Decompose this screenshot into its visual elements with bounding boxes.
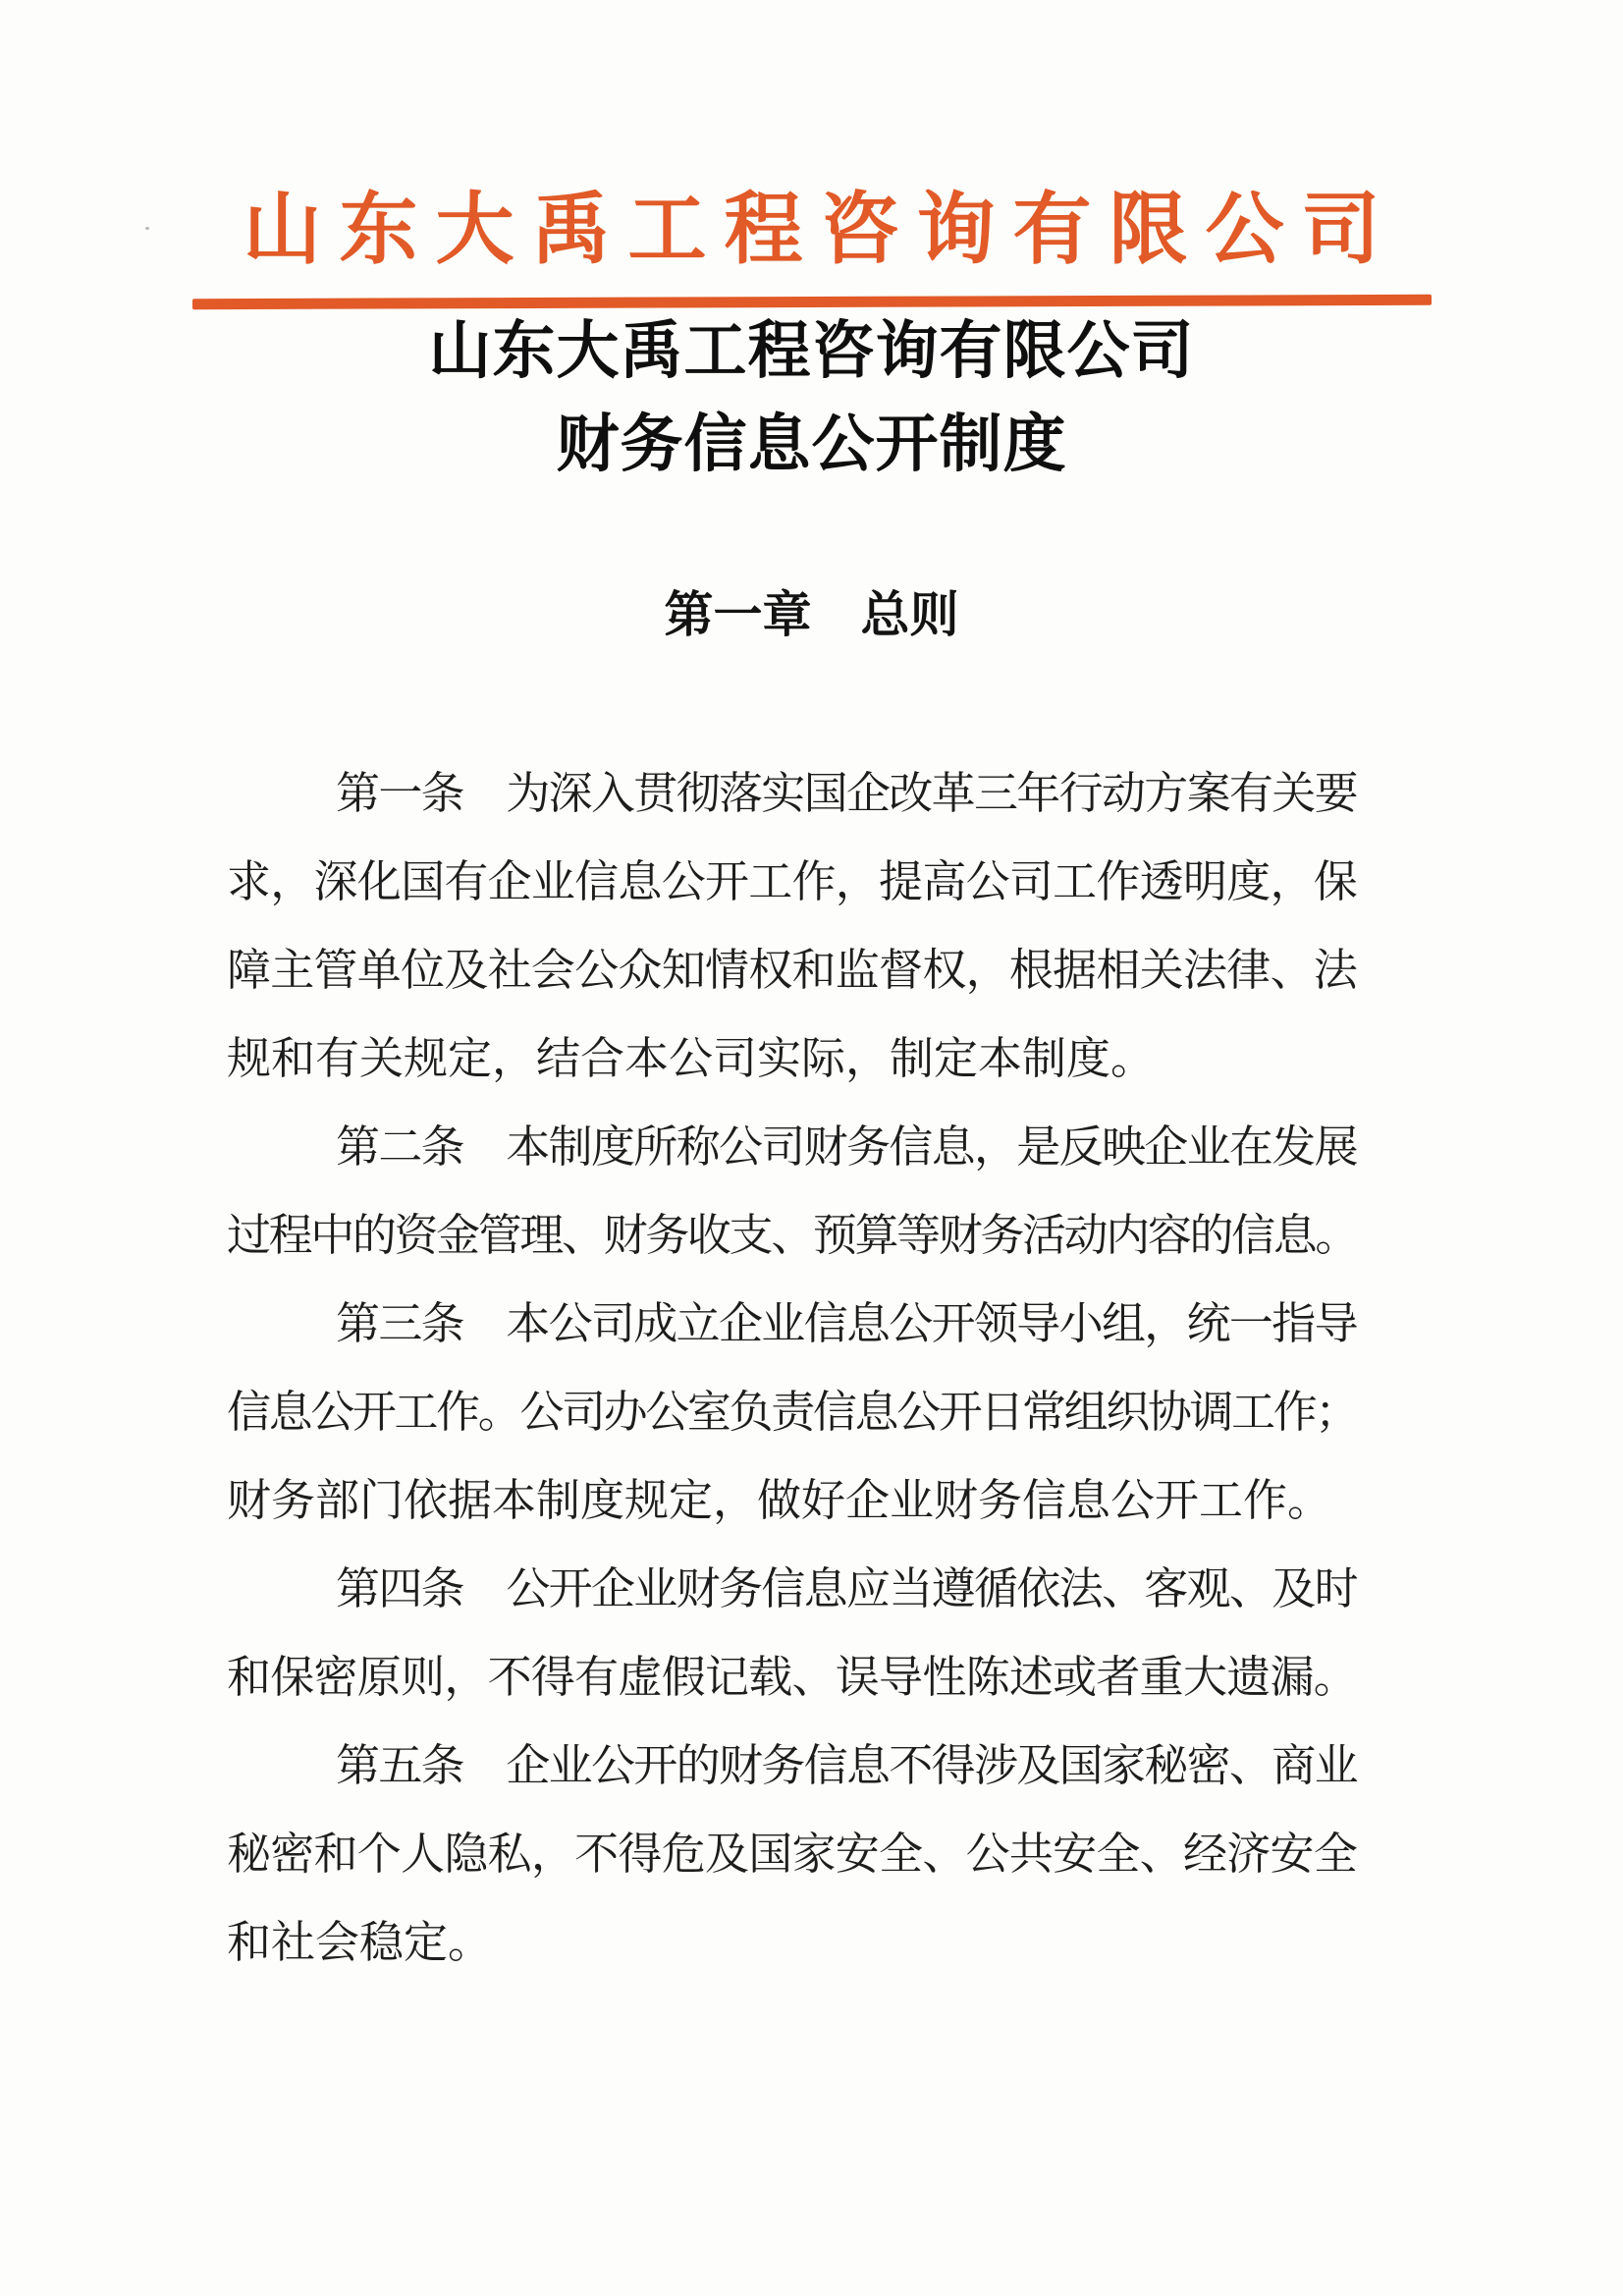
body-line: 规和有关规定，结合本公司实际，制定本制度。 xyxy=(227,1034,1156,1083)
document-title xyxy=(0,304,1623,491)
paragraph xyxy=(227,1545,1357,1722)
paragraph xyxy=(227,749,1357,1103)
body-line: 财务部门依据本制度规定，做好企业财务信息公开工作。 xyxy=(227,1476,1332,1525)
body-line: 信息公开工作。公司办公室负责信息公开日常组织协调工作； xyxy=(227,1388,1358,1437)
body-line: 第三条 本公司成立企业信息公开领导小组，统一指导 xyxy=(336,1299,1357,1348)
document-title-line2: 财务信息公开制度 xyxy=(556,410,1067,479)
body-line: 第一条 为深入贯彻落实国企改革三年行动方案有关要 xyxy=(336,769,1357,818)
body-line: 和社会稳定。 xyxy=(227,1918,493,1967)
document-body xyxy=(227,749,1357,1987)
body-line: 求，深化国有企业信息公开工作，提高公司工作透明度，保 xyxy=(227,857,1358,906)
chapter-heading: 第一章 总则 xyxy=(664,587,959,642)
paragraph xyxy=(227,1103,1357,1280)
body-line: 过程中的资金管理、财务收支、预算等财务活动内容的信息。 xyxy=(227,1211,1358,1260)
paragraph xyxy=(227,1722,1357,1987)
document-title-line1: 山东大禹工程咨询有限公司 xyxy=(428,316,1195,386)
body-line: 秘密和个人隐私，不得危及国家安全、公共安全、经济安全 xyxy=(227,1830,1358,1879)
body-line: 第四条 公开企业财务信息应当遵循依法、客观、及时 xyxy=(336,1564,1357,1613)
body-line: 第二条 本制度所称公司财务信息，是反映企业在发展 xyxy=(336,1122,1357,1172)
body-line: 第五条 企业公开的财务信息不得涉及国家秘密、商业 xyxy=(336,1741,1357,1790)
letterhead-company-name: 山东大禹工程咨询有限公司 xyxy=(243,188,1398,274)
body-line: 和保密原则，不得有虚假记载、误导性陈述或者重大遗漏。 xyxy=(227,1653,1358,1702)
body-line: 障主管单位及社会公众知情权和监督权，根据相关法律、法 xyxy=(227,946,1358,995)
paragraph xyxy=(227,1280,1357,1545)
